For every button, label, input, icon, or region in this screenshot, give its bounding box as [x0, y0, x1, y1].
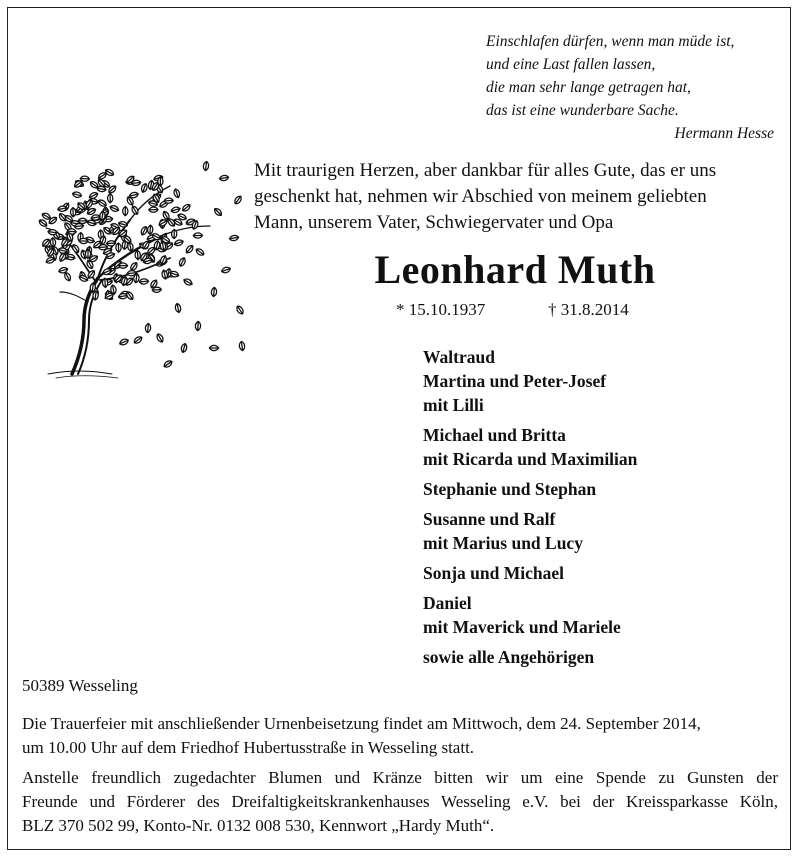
donation-line: BLZ 370 502 99, Konto-Nr. 0132 008 530, Kennwort „Hardy Muth“. [22, 816, 495, 835]
intro-line: Mit traurigen Herzen, aber dankbar für alles Gute, das er uns [254, 160, 717, 181]
death-date: † 31.8.2014 [548, 300, 629, 319]
mourner-line: Martina und Peter-Josef [423, 371, 607, 391]
deceased-name: Leonhard Muth [374, 247, 656, 292]
mourner-line: Susanne und Ralf [423, 509, 556, 529]
mourner-group [423, 591, 783, 639]
mourner-line: mit Maverick und Mariele [423, 617, 621, 637]
mourner-group [423, 561, 783, 585]
city-line: 50389 Wesseling [22, 676, 138, 695]
donation-line: Freunde und Förderer des Dreifaltigkeitskrankenhauses Wesseling e.V. bei der Kreissparkasse Köln, [22, 792, 778, 811]
mourner-line: sowie alle Angehörigen [423, 647, 595, 667]
mourner-line: Stephanie und Stephan [423, 479, 597, 499]
mourners-list [423, 345, 783, 675]
mourner-line: Sonja und Michael [423, 563, 564, 583]
mourner-group [423, 645, 783, 669]
mourner-line: Michael und Britta [423, 425, 566, 445]
intro-text [254, 158, 780, 236]
mourner-group [423, 345, 783, 417]
service-details [22, 712, 778, 760]
mourner-line: Waltraud [423, 347, 495, 367]
mourner-group [423, 423, 783, 471]
mourner-line: mit Ricarda und Maximilian [423, 449, 638, 469]
service-line: Die Trauerfeier mit anschließender Urnenbeisetzung findet am Mittwoch, dem 24. September 2014, [22, 714, 701, 733]
mourner-line: Daniel [423, 593, 472, 613]
poem-line: Einschlafen dürfen, wenn man müde ist, [486, 33, 735, 50]
poem [486, 30, 786, 145]
mourner-group [423, 477, 783, 501]
mourner-group [423, 507, 783, 555]
poem-line: die man sehr lange getragen hat, [486, 79, 691, 96]
poem-line: das ist eine wunderbare Sache. [486, 102, 679, 119]
intro-line: Mann, unserem Vater, Schwiegervater und Opa [254, 212, 614, 233]
intro-line: geschenkt hat, nehmen wir Abschied von meinem geliebten [254, 186, 707, 207]
donation-line: Anstelle freundlich zugedachter Blumen und Kränze bitten wir um eine Spende zu Gunsten der [22, 768, 778, 787]
donation-request [22, 766, 778, 838]
poem-line: und eine Last fallen lassen, [486, 56, 656, 73]
service-line: um 10.00 Uhr auf dem Friedhof Hubertusstraße in Wesseling statt. [22, 738, 475, 757]
poem-author: Hermann Hesse [674, 125, 774, 142]
windblown-tree-icon [28, 142, 254, 382]
mourner-line: mit Marius und Lucy [423, 533, 583, 553]
mourner-line: mit Lilli [423, 395, 484, 415]
birth-date: * 15.10.1937 [396, 300, 486, 319]
